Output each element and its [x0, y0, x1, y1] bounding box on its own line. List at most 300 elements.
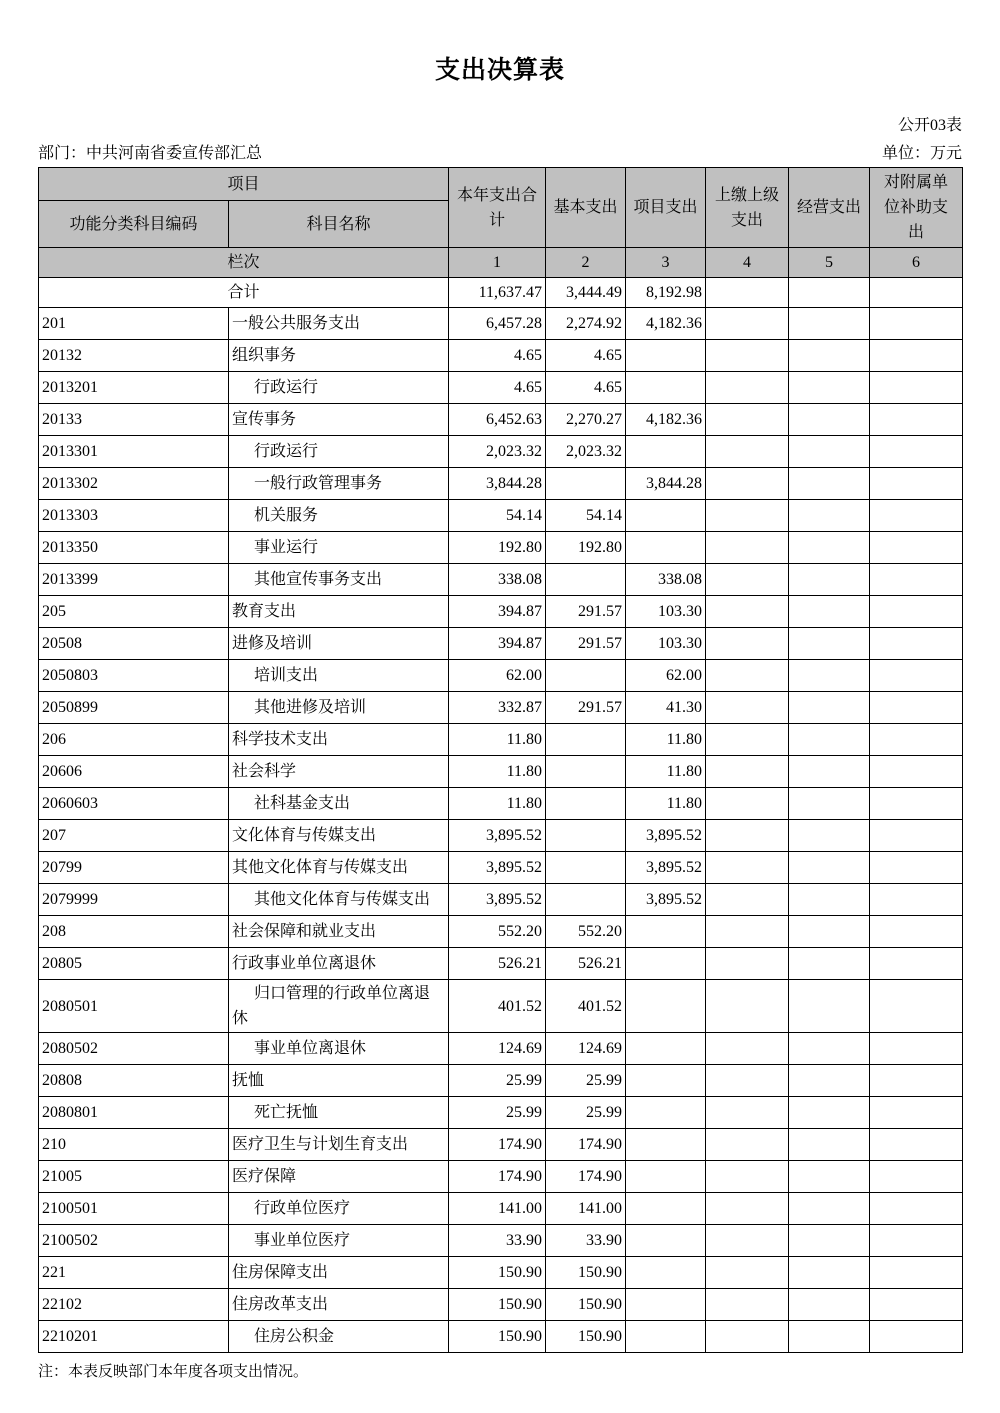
value-cell: 552.20	[546, 916, 626, 948]
column-number: 5	[789, 248, 870, 278]
value-cell	[706, 436, 789, 468]
table-row	[39, 468, 963, 500]
value-cell: 25.99	[546, 1097, 626, 1129]
value-cell	[870, 628, 963, 660]
value-cell	[626, 532, 706, 564]
value-cell: 338.08	[449, 564, 546, 596]
value-cell	[789, 884, 870, 916]
value-cell: 11.80	[626, 788, 706, 820]
name-cell: 事业单位离退休	[229, 1033, 449, 1065]
value-cell	[706, 724, 789, 756]
value-cell	[789, 1129, 870, 1161]
name-cell: 机关服务	[229, 500, 449, 532]
value-cell	[789, 340, 870, 372]
value-cell	[546, 852, 626, 884]
value-cell	[789, 756, 870, 788]
value-cell	[789, 308, 870, 340]
name-cell: 一般行政管理事务	[229, 468, 449, 500]
value-cell	[546, 756, 626, 788]
value-cell	[706, 916, 789, 948]
value-cell	[706, 468, 789, 500]
table-row	[39, 1225, 963, 1257]
value-cell: 6,452.63	[449, 404, 546, 436]
table-row	[39, 692, 963, 724]
name-cell: 组织事务	[229, 340, 449, 372]
value-cell	[789, 692, 870, 724]
header-row-project	[39, 168, 963, 201]
total-label: 合计	[39, 278, 449, 308]
name-cell: 行政单位医疗	[229, 1193, 449, 1225]
code-cell: 20133	[39, 404, 229, 436]
value-cell	[870, 660, 963, 692]
table-row	[39, 756, 963, 788]
value-cell	[870, 948, 963, 980]
col-header-annual-total: 本年支出合计	[449, 168, 546, 248]
name-cell: 社科基金支出	[229, 788, 449, 820]
value-cell	[789, 1193, 870, 1225]
code-cell: 2013350	[39, 532, 229, 564]
code-cell: 20606	[39, 756, 229, 788]
value-cell	[706, 884, 789, 916]
value-cell	[789, 532, 870, 564]
code-cell: 20808	[39, 1065, 229, 1097]
value-cell	[706, 500, 789, 532]
value-cell	[626, 340, 706, 372]
col-header-code: 功能分类科目编码	[39, 201, 229, 248]
table-body	[39, 278, 963, 1353]
value-cell: 25.99	[546, 1065, 626, 1097]
value-cell	[870, 1321, 963, 1353]
code-cell: 2050803	[39, 660, 229, 692]
total-value-cell	[706, 278, 789, 308]
value-cell: 3,844.28	[449, 468, 546, 500]
value-cell	[626, 436, 706, 468]
value-cell	[706, 788, 789, 820]
value-cell: 2,274.92	[546, 308, 626, 340]
value-cell	[546, 468, 626, 500]
name-cell: 其他进修及培训	[229, 692, 449, 724]
table-row	[39, 308, 963, 340]
value-cell	[789, 1257, 870, 1289]
value-cell	[706, 1289, 789, 1321]
value-cell: 2,023.32	[546, 436, 626, 468]
value-cell: 25.99	[449, 1097, 546, 1129]
code-cell: 2013301	[39, 436, 229, 468]
value-cell: 174.90	[546, 1129, 626, 1161]
value-cell	[870, 1097, 963, 1129]
value-cell	[706, 660, 789, 692]
table-row	[39, 788, 963, 820]
value-cell: 3,895.52	[449, 884, 546, 916]
code-cell: 2079999	[39, 884, 229, 916]
value-cell	[706, 1097, 789, 1129]
name-cell: 宣传事务	[229, 404, 449, 436]
value-cell: 174.90	[449, 1129, 546, 1161]
col-header-name: 科目名称	[229, 201, 449, 248]
table-code-label: 公开03表	[897, 117, 962, 134]
column-number: 3	[626, 248, 706, 278]
value-cell	[789, 1225, 870, 1257]
column-number: 4	[706, 248, 789, 278]
value-cell: 4,182.36	[626, 308, 706, 340]
code-cell: 2080801	[39, 1097, 229, 1129]
value-cell	[626, 1193, 706, 1225]
value-cell	[626, 372, 706, 404]
value-cell	[789, 500, 870, 532]
total-value-cell: 3,444.49	[546, 278, 626, 308]
value-cell: 150.90	[449, 1321, 546, 1353]
value-cell: 3,895.52	[449, 820, 546, 852]
column-number: 6	[870, 248, 963, 278]
value-cell	[870, 1257, 963, 1289]
value-cell	[626, 1321, 706, 1353]
value-cell	[706, 404, 789, 436]
value-cell: 62.00	[626, 660, 706, 692]
column-number: 2	[546, 248, 626, 278]
name-cell: 住房公积金	[229, 1321, 449, 1353]
code-cell: 205	[39, 596, 229, 628]
value-cell	[789, 948, 870, 980]
value-cell: 11.80	[449, 788, 546, 820]
code-cell: 21005	[39, 1161, 229, 1193]
table-row	[39, 884, 963, 916]
code-cell: 20132	[39, 340, 229, 372]
value-cell	[870, 756, 963, 788]
value-cell: 338.08	[626, 564, 706, 596]
value-cell	[626, 916, 706, 948]
code-cell: 201	[39, 308, 229, 340]
value-cell	[706, 1129, 789, 1161]
value-cell: 526.21	[449, 948, 546, 980]
unit-label: 单位：万元	[881, 145, 962, 162]
name-cell: 社会科学	[229, 756, 449, 788]
total-value-cell: 11,637.47	[449, 278, 546, 308]
lanci-label: 栏次	[39, 248, 449, 278]
value-cell	[789, 1065, 870, 1097]
value-cell	[546, 564, 626, 596]
value-cell: 150.90	[449, 1257, 546, 1289]
value-cell	[870, 564, 963, 596]
code-cell: 2013302	[39, 468, 229, 500]
table-row	[39, 852, 963, 884]
value-cell: 6,457.28	[449, 308, 546, 340]
value-cell	[870, 340, 963, 372]
value-cell	[870, 1289, 963, 1321]
name-cell: 一般公共服务支出	[229, 308, 449, 340]
code-cell: 207	[39, 820, 229, 852]
value-cell: 192.80	[546, 532, 626, 564]
value-cell	[789, 404, 870, 436]
value-cell: 3,895.52	[626, 852, 706, 884]
table-row	[39, 1129, 963, 1161]
value-cell: 3,895.52	[626, 820, 706, 852]
code-cell: 210	[39, 1129, 229, 1161]
value-cell	[870, 692, 963, 724]
name-cell: 行政运行	[229, 372, 449, 404]
table-row	[39, 1257, 963, 1289]
value-cell	[789, 788, 870, 820]
name-cell: 培训支出	[229, 660, 449, 692]
name-cell: 文化体育与传媒支出	[229, 820, 449, 852]
value-cell: 401.52	[449, 980, 546, 1033]
value-cell: 4.65	[546, 340, 626, 372]
value-cell: 4.65	[449, 340, 546, 372]
value-cell: 25.99	[449, 1065, 546, 1097]
name-cell: 进修及培训	[229, 628, 449, 660]
column-number: 1	[449, 248, 546, 278]
table-row	[39, 1065, 963, 1097]
code-cell: 206	[39, 724, 229, 756]
value-cell: 124.69	[449, 1033, 546, 1065]
value-cell	[870, 596, 963, 628]
value-cell: 526.21	[546, 948, 626, 980]
table-header	[39, 168, 963, 278]
value-cell	[870, 532, 963, 564]
value-cell	[706, 1065, 789, 1097]
value-cell: 2,270.27	[546, 404, 626, 436]
value-cell: 11.80	[626, 756, 706, 788]
value-cell: 11.80	[449, 756, 546, 788]
value-cell	[870, 468, 963, 500]
code-cell: 20799	[39, 852, 229, 884]
value-cell: 103.30	[626, 596, 706, 628]
code-cell: 20508	[39, 628, 229, 660]
code-cell: 2080502	[39, 1033, 229, 1065]
meta-line	[38, 140, 962, 163]
code-cell: 221	[39, 1257, 229, 1289]
value-cell: 150.90	[546, 1257, 626, 1289]
value-cell: 3,844.28	[626, 468, 706, 500]
value-cell	[789, 372, 870, 404]
name-cell: 住房改革支出	[229, 1289, 449, 1321]
value-cell: 41.30	[626, 692, 706, 724]
name-cell: 抚恤	[229, 1065, 449, 1097]
value-cell	[706, 1257, 789, 1289]
value-cell: 332.87	[449, 692, 546, 724]
column-index-row	[39, 248, 963, 278]
table-row	[39, 1033, 963, 1065]
value-cell	[706, 1161, 789, 1193]
table-row	[39, 340, 963, 372]
value-cell	[706, 756, 789, 788]
code-cell: 2013201	[39, 372, 229, 404]
value-cell	[626, 1033, 706, 1065]
code-cell: 2100501	[39, 1193, 229, 1225]
value-cell: 4,182.36	[626, 404, 706, 436]
value-cell: 11.80	[626, 724, 706, 756]
value-cell	[706, 948, 789, 980]
footnote: 注：本表反映部门本年度各项支出情况。	[38, 1364, 309, 1380]
code-cell: 208	[39, 916, 229, 948]
code-cell: 2100502	[39, 1225, 229, 1257]
name-cell: 科学技术支出	[229, 724, 449, 756]
table-row	[39, 532, 963, 564]
value-cell	[546, 660, 626, 692]
table-row	[39, 1161, 963, 1193]
value-cell: 174.90	[449, 1161, 546, 1193]
name-cell: 死亡抚恤	[229, 1097, 449, 1129]
col-header-upper-level: 上缴上级支出	[706, 168, 789, 248]
value-cell	[789, 852, 870, 884]
value-cell	[789, 628, 870, 660]
value-cell	[626, 1065, 706, 1097]
name-cell: 行政事业单位离退休	[229, 948, 449, 980]
value-cell	[706, 1321, 789, 1353]
name-cell: 事业运行	[229, 532, 449, 564]
value-cell	[789, 564, 870, 596]
value-cell: 150.90	[546, 1289, 626, 1321]
name-cell: 住房保障支出	[229, 1257, 449, 1289]
col-header-subsidy: 对附属单位补助支出	[870, 168, 963, 248]
value-cell: 33.90	[449, 1225, 546, 1257]
code-cell: 2080501	[39, 980, 229, 1033]
value-cell	[870, 404, 963, 436]
total-row	[39, 278, 963, 308]
value-cell	[546, 724, 626, 756]
value-cell: 192.80	[449, 532, 546, 564]
value-cell	[870, 1161, 963, 1193]
code-cell: 22102	[39, 1289, 229, 1321]
value-cell	[870, 436, 963, 468]
value-cell	[789, 660, 870, 692]
value-cell	[870, 724, 963, 756]
code-cell: 2210201	[39, 1321, 229, 1353]
value-cell: 54.14	[546, 500, 626, 532]
table-row	[39, 1097, 963, 1129]
value-cell	[706, 1193, 789, 1225]
value-cell	[626, 1097, 706, 1129]
value-cell: 401.52	[546, 980, 626, 1033]
value-cell	[626, 1257, 706, 1289]
value-cell	[870, 884, 963, 916]
value-cell	[546, 884, 626, 916]
value-cell	[626, 1161, 706, 1193]
value-cell: 3,895.52	[449, 852, 546, 884]
code-cell: 2013303	[39, 500, 229, 532]
value-cell	[626, 980, 706, 1033]
name-cell: 医疗保障	[229, 1161, 449, 1193]
table-row	[39, 436, 963, 468]
value-cell	[789, 1321, 870, 1353]
table-row	[39, 404, 963, 436]
department-label: 部门：中共河南省委宣传部汇总	[38, 145, 263, 162]
value-cell	[789, 1289, 870, 1321]
code-cell: 2060603	[39, 788, 229, 820]
value-cell	[789, 1033, 870, 1065]
value-cell	[870, 372, 963, 404]
value-cell: 62.00	[449, 660, 546, 692]
name-cell: 归口管理的行政单位离退休	[229, 980, 449, 1033]
value-cell	[870, 820, 963, 852]
name-cell: 医疗卫生与计划生育支出	[229, 1129, 449, 1161]
value-cell	[626, 1289, 706, 1321]
value-cell	[706, 532, 789, 564]
value-cell	[870, 1193, 963, 1225]
total-value-cell: 8,192.98	[626, 278, 706, 308]
value-cell: 141.00	[546, 1193, 626, 1225]
table-row	[39, 980, 963, 1033]
table-row	[39, 724, 963, 756]
value-cell: 124.69	[546, 1033, 626, 1065]
col-header-project-expense: 项目支出	[626, 168, 706, 248]
name-cell: 教育支出	[229, 596, 449, 628]
value-cell: 2,023.32	[449, 436, 546, 468]
value-cell	[706, 1033, 789, 1065]
value-cell	[546, 820, 626, 852]
value-cell	[706, 308, 789, 340]
name-cell: 其他文化体育与传媒支出	[229, 884, 449, 916]
value-cell	[870, 788, 963, 820]
name-cell: 事业单位医疗	[229, 1225, 449, 1257]
value-cell	[546, 788, 626, 820]
value-cell	[789, 1097, 870, 1129]
value-cell	[789, 596, 870, 628]
value-cell	[870, 1033, 963, 1065]
value-cell	[626, 1225, 706, 1257]
table-row	[39, 948, 963, 980]
page-title: 支出决算表	[434, 57, 565, 84]
table-row	[39, 596, 963, 628]
value-cell	[870, 500, 963, 532]
table-row	[39, 564, 963, 596]
table-row	[39, 916, 963, 948]
value-cell: 4.65	[449, 372, 546, 404]
name-cell: 社会保障和就业支出	[229, 916, 449, 948]
name-cell: 其他文化体育与传媒支出	[229, 852, 449, 884]
value-cell: 54.14	[449, 500, 546, 532]
value-cell: 141.00	[449, 1193, 546, 1225]
col-header-operating: 经营支出	[789, 168, 870, 248]
table-row	[39, 1321, 963, 1353]
value-cell	[706, 628, 789, 660]
value-cell	[706, 980, 789, 1033]
value-cell	[870, 852, 963, 884]
value-cell	[789, 436, 870, 468]
value-cell: 4.65	[546, 372, 626, 404]
col-header-basic: 基本支出	[546, 168, 626, 248]
value-cell	[706, 820, 789, 852]
value-cell	[789, 1161, 870, 1193]
value-cell	[626, 500, 706, 532]
value-cell	[706, 340, 789, 372]
value-cell: 103.30	[626, 628, 706, 660]
value-cell	[706, 852, 789, 884]
value-cell: 291.57	[546, 628, 626, 660]
value-cell: 11.80	[449, 724, 546, 756]
table-row	[39, 660, 963, 692]
value-cell: 291.57	[546, 596, 626, 628]
value-cell	[870, 1225, 963, 1257]
value-cell: 150.90	[449, 1289, 546, 1321]
table-row	[39, 372, 963, 404]
value-cell	[706, 1225, 789, 1257]
value-cell	[626, 1129, 706, 1161]
table-row	[39, 820, 963, 852]
value-cell	[789, 468, 870, 500]
table-row	[39, 500, 963, 532]
value-cell	[706, 596, 789, 628]
name-cell: 行政运行	[229, 436, 449, 468]
value-cell	[870, 308, 963, 340]
code-cell: 20805	[39, 948, 229, 980]
table-row	[39, 628, 963, 660]
value-cell: 174.90	[546, 1161, 626, 1193]
value-cell	[789, 820, 870, 852]
value-cell	[870, 1129, 963, 1161]
project-header: 项目	[39, 168, 449, 201]
value-cell: 552.20	[449, 916, 546, 948]
value-cell	[870, 980, 963, 1033]
